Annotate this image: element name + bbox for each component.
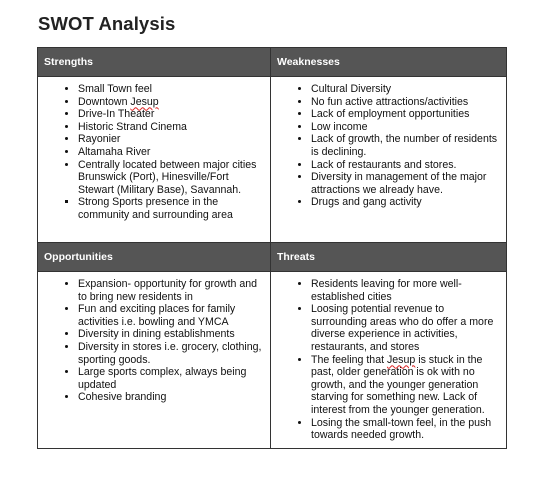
weaknesses-header: Weaknesses [271,48,507,77]
list-item: • Diversity in stores i.e. grocery, clothing, sporting goods. [78,341,266,366]
threats-header: Threats [271,243,507,272]
list-item: • Rayonier [78,133,266,146]
list-item: • Cultural Diversity [311,83,502,96]
threats-cell [271,272,507,449]
list-item: • Loosing potential revenue to surrounding areas who do offer a more diverse experience in activities, restaurants, and stores [311,303,502,353]
list-item: • Centrally located between major cities Brunswick (Port), Hinesville/Fort Stewart (Military Base), Savannah. [78,159,266,197]
list-item: • Altamaha River [78,146,266,159]
list-item: • Diversity in management of the major attractions we already have. [311,171,502,196]
list-item: • The feeling that Jesup is stuck in the past, older generation is ok with no growth, and the younger generation starving for something new. Lack of interest from the younger generation. [311,354,502,417]
list-item: • Large sports complex, always being updated [78,366,266,391]
list-item: • Drugs and gang activity [311,196,502,209]
list-item: • Lack of growth, the number of residents is declining. [311,133,502,158]
threats-list [271,272,506,448]
list-item: ▪ Strong Sports presence in the community and surrounding area [78,196,266,221]
content-row-bottom [38,272,507,449]
list-item: • No fun active attractions/activities [311,96,502,109]
list-item: • Expansion- opportunity for growth and to bring new residents in [78,278,266,303]
weaknesses-list [271,77,506,215]
strengths-list [38,77,270,228]
list-item: • Drive-In Theater [78,108,266,121]
header-row-top [38,48,507,77]
list-item: • Low income [311,121,502,134]
list-item: • Fun and exciting places for family activities i.e. bowling and YMCA [78,303,266,328]
list-item: • Losing the small-town feel, in the push towards needed growth. [311,417,502,442]
content-row-top [38,77,507,243]
list-item: • Historic Strand Cinema [78,121,266,134]
list-item: • Lack of employment opportunities [311,108,502,121]
document-title: SWOT Analysis [38,13,176,34]
opportunities-list [38,272,270,410]
opportunities-cell [38,272,271,449]
opportunities-header: Opportunities [38,243,271,272]
header-row-bottom [38,243,507,272]
list-item: • Downtown Jesup [78,96,266,109]
list-item: • Diversity in dining establishments [78,328,266,341]
strengths-cell [38,77,271,243]
strengths-header: Strengths [38,48,271,77]
list-item: • Small Town feel [78,83,266,96]
swot-table [37,47,507,449]
list-item: • Lack of restaurants and stores. [311,159,502,172]
list-item: • Cohesive branding [78,391,266,404]
weaknesses-cell [271,77,507,243]
list-item: • Residents leaving for more well-established cities [311,278,502,303]
